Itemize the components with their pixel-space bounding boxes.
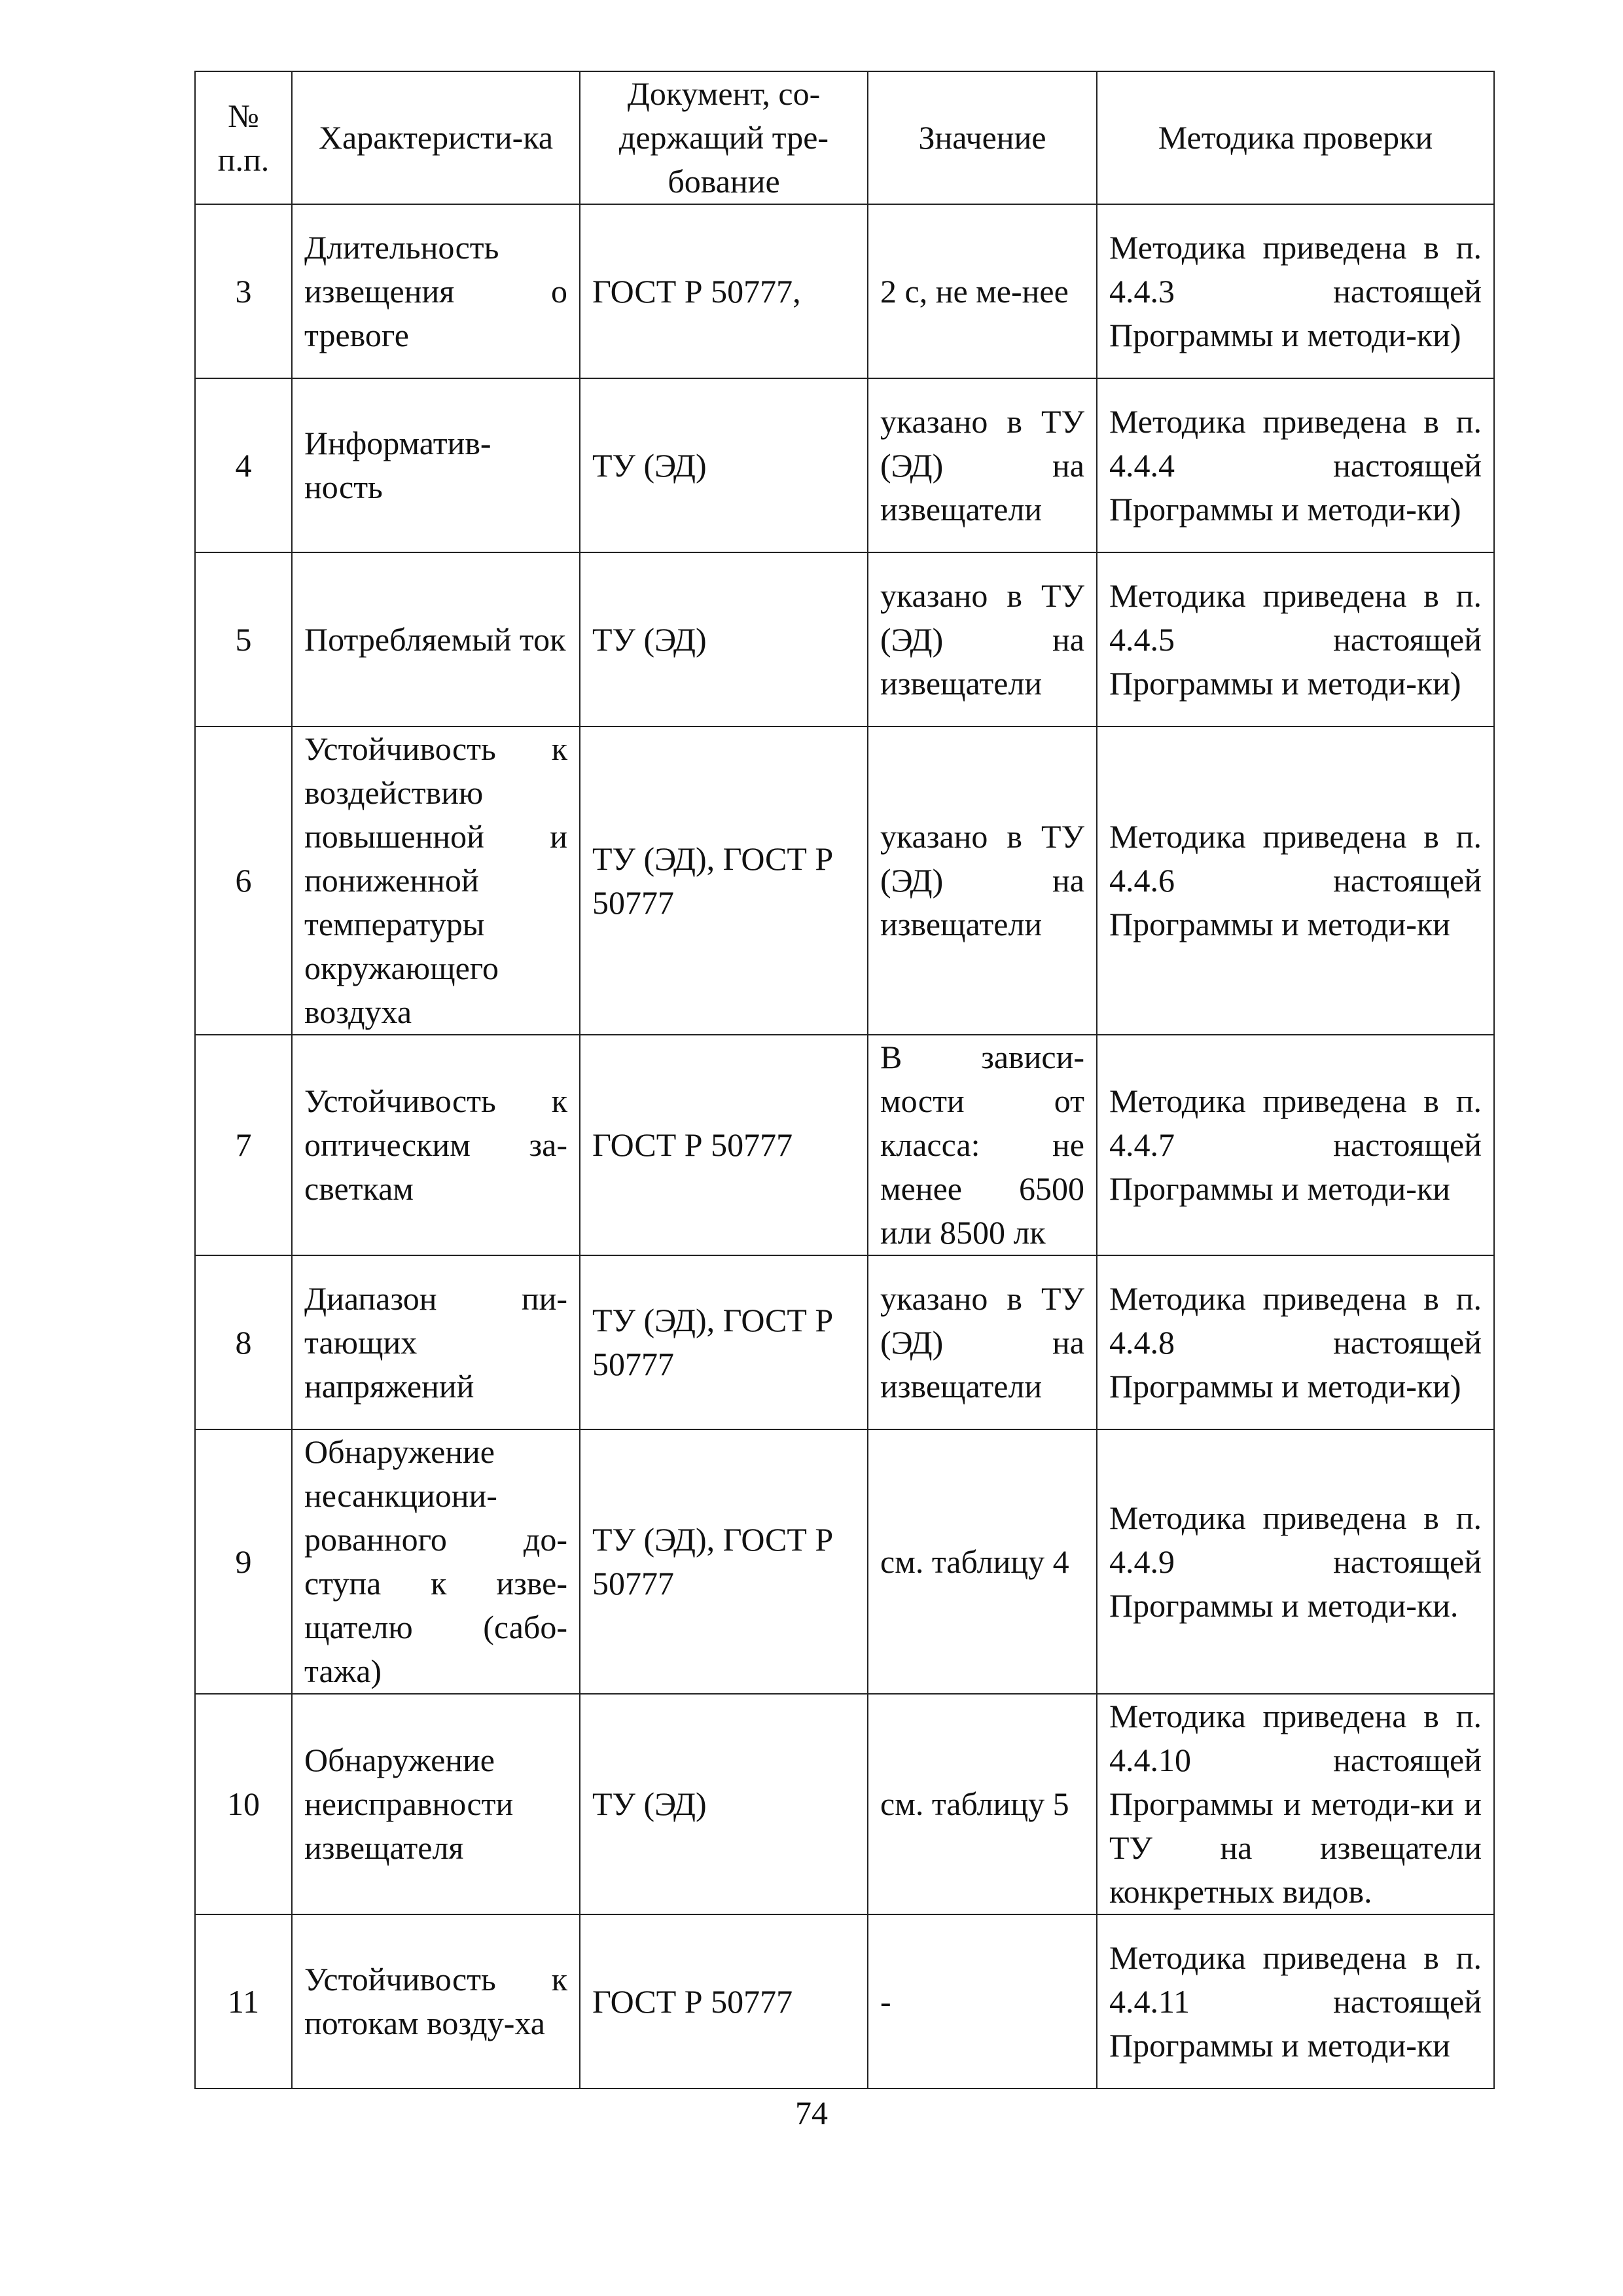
cell-characteristic: Потребляемый ток [292, 552, 580, 726]
header-num: № п.п. [195, 71, 292, 204]
cell-document: ГОСТ Р 50777, [580, 204, 868, 378]
cell-characteristic: Устойчивость к воздействию повышенной и пониженной температуры окружающего воздуха [292, 726, 580, 1035]
cell-value: указано в ТУ (ЭД) на извещатели [868, 726, 1097, 1035]
cell-num: 9 [195, 1429, 292, 1694]
cell-num: 4 [195, 378, 292, 552]
cell-document: ТУ (ЭД) [580, 552, 868, 726]
cell-document: ТУ (ЭД) [580, 378, 868, 552]
cell-document: ТУ (ЭД), ГОСТ Р 50777 [580, 1255, 868, 1429]
cell-value: указано в ТУ (ЭД) на извещатели [868, 1255, 1097, 1429]
cell-document: ТУ (ЭД), ГОСТ Р 50777 [580, 726, 868, 1035]
cell-value: 2 с, не ме-нее [868, 204, 1097, 378]
cell-method: Методика приведена в п. 4.4.7 настоящей Программы и методи-ки [1097, 1035, 1494, 1255]
cell-method: Методика приведена в п. 4.4.8 настоящей Программы и методи-ки) [1097, 1255, 1494, 1429]
cell-value: указано в ТУ (ЭД) на извещатели [868, 552, 1097, 726]
cell-characteristic: Информатив-ность [292, 378, 580, 552]
page-number: 74 [795, 2094, 828, 2131]
header-characteristic: Характеристи-ка [292, 71, 580, 204]
cell-num: 10 [195, 1694, 292, 1914]
cell-num: 6 [195, 726, 292, 1035]
cell-method: Методика приведена в п. 4.4.4 настоящей Программы и методи-ки) [1097, 378, 1494, 552]
header-value: Значение [868, 71, 1097, 204]
table-header-row [195, 71, 1494, 204]
cell-num: 11 [195, 1914, 292, 2089]
table-row [195, 1914, 1494, 2089]
cell-characteristic: Устойчивость к оптическим за-светкам [292, 1035, 580, 1255]
cell-characteristic: Длительность извещения о тревоге [292, 204, 580, 378]
cell-value: В зависи-мости от класса: не менее 6500 или 8500 лк [868, 1035, 1097, 1255]
table-row [195, 552, 1494, 726]
cell-value: см. таблицу 4 [868, 1429, 1097, 1694]
cell-method: Методика приведена в п. 4.4.6 настоящей Программы и методи-ки [1097, 726, 1494, 1035]
table-row [195, 378, 1494, 552]
cell-num: 5 [195, 552, 292, 726]
cell-method: Методика приведена в п. 4.4.11 настоящей Программы и методи-ки [1097, 1914, 1494, 2089]
cell-document: ГОСТ Р 50777 [580, 1914, 868, 2089]
cell-value: см. таблицу 5 [868, 1694, 1097, 1914]
cell-num: 8 [195, 1255, 292, 1429]
requirements-table [194, 71, 1495, 2089]
table-row [195, 1255, 1494, 1429]
cell-method: Методика приведена в п. 4.4.5 настоящей Программы и методи-ки) [1097, 552, 1494, 726]
cell-num: 7 [195, 1035, 292, 1255]
cell-num: 3 [195, 204, 292, 378]
cell-characteristic: Обнаружение неисправности извещателя [292, 1694, 580, 1914]
cell-value: указано в ТУ (ЭД) на извещатели [868, 378, 1097, 552]
cell-characteristic: Устойчивость к потокам возду-ха [292, 1914, 580, 2089]
header-method: Методика проверки [1097, 71, 1494, 204]
table-row [195, 726, 1494, 1035]
table-row [195, 1035, 1494, 1255]
cell-document: ГОСТ Р 50777 [580, 1035, 868, 1255]
cell-method: Методика приведена в п. 4.4.3 настоящей Программы и методи-ки) [1097, 204, 1494, 378]
cell-method: Методика приведена в п. 4.4.9 настоящей Программы и методи-ки. [1097, 1429, 1494, 1694]
cell-value: - [868, 1914, 1097, 2089]
cell-characteristic: Диапазон пи-тающих напряжений [292, 1255, 580, 1429]
header-document: Документ, со-держащий тре-бование [580, 71, 868, 204]
cell-method: Методика приведена в п. 4.4.10 настоящей Программы и методи-ки и ТУ на извещатели конкретных видов. [1097, 1694, 1494, 1914]
cell-document: ТУ (ЭД) [580, 1694, 868, 1914]
cell-characteristic: Обнаружение несанкциони-рованного до-ступа к изве-щателю (сабо-тажа) [292, 1429, 580, 1694]
cell-document: ТУ (ЭД), ГОСТ Р 50777 [580, 1429, 868, 1694]
table-row [195, 1694, 1494, 1914]
table-row [195, 204, 1494, 378]
table-row [195, 1429, 1494, 1694]
